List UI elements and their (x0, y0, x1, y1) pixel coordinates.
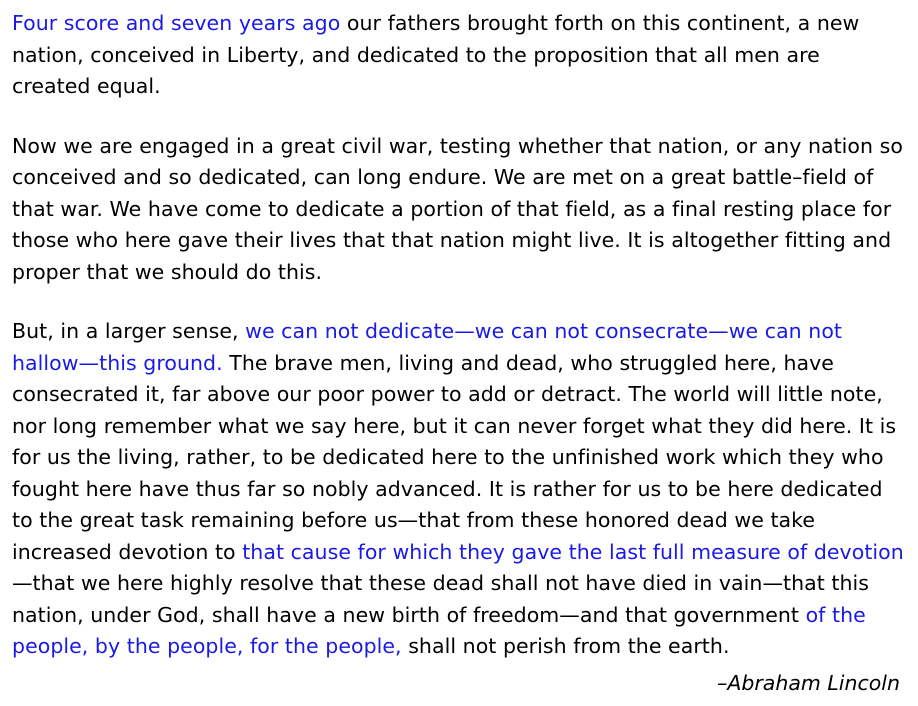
signature-line: –Abraham Lincoln (717, 670, 900, 695)
highlighted-text: that cause for which they gave the last full measure of devotion (242, 539, 904, 564)
body-text: The brave men, living and dead, who struggled here, have consecrated it, far above our poor power to add or detract. The world will little note, nor long remember what we say here, but it can never forget what they did here. It is for us the living, rather, to be dedicated here to the unfinished work which they who fought here have thus far so nobly advanced. It is rather for us to be here dedicated to the great task remaining before us—that from these honored dead we take increased devotion to (12, 350, 897, 564)
body-text: —that we here highly resolve that these dead shall not have died in vain—that this nation, under God, shall have a new birth of freedom—and that government (12, 571, 870, 627)
paragraph-2 (12, 131, 904, 289)
body-text: But, in a larger sense, (12, 319, 246, 343)
body-text: Now we are engaged in a great civil war, testing whether that nation, or any nation so conceived and so dedicated, can long endure. We are met on a great battle–field of that war. We have come to dedicate a portion of that field, as a final resting place for those who here gave their lives that that nation might live. It is altogether fitting and proper that we should do this. (12, 133, 903, 284)
highlighted-text: of the people, by the people, for the people, (12, 602, 866, 658)
paragraph-1 (12, 8, 904, 103)
body-text: our fathers brought forth on this continent, a new nation, conceived in Liberty, and dedicated to the proposition that all men are created equal. (12, 11, 860, 98)
highlighted-text: Four score and seven years ago (12, 11, 341, 35)
body-text: shall not perish from the earth. (401, 634, 730, 658)
highlighted-text: we can not dedicate—we can not consecrate—we can not hallow—this ground. (12, 319, 843, 375)
paragraph-3 (12, 316, 904, 663)
